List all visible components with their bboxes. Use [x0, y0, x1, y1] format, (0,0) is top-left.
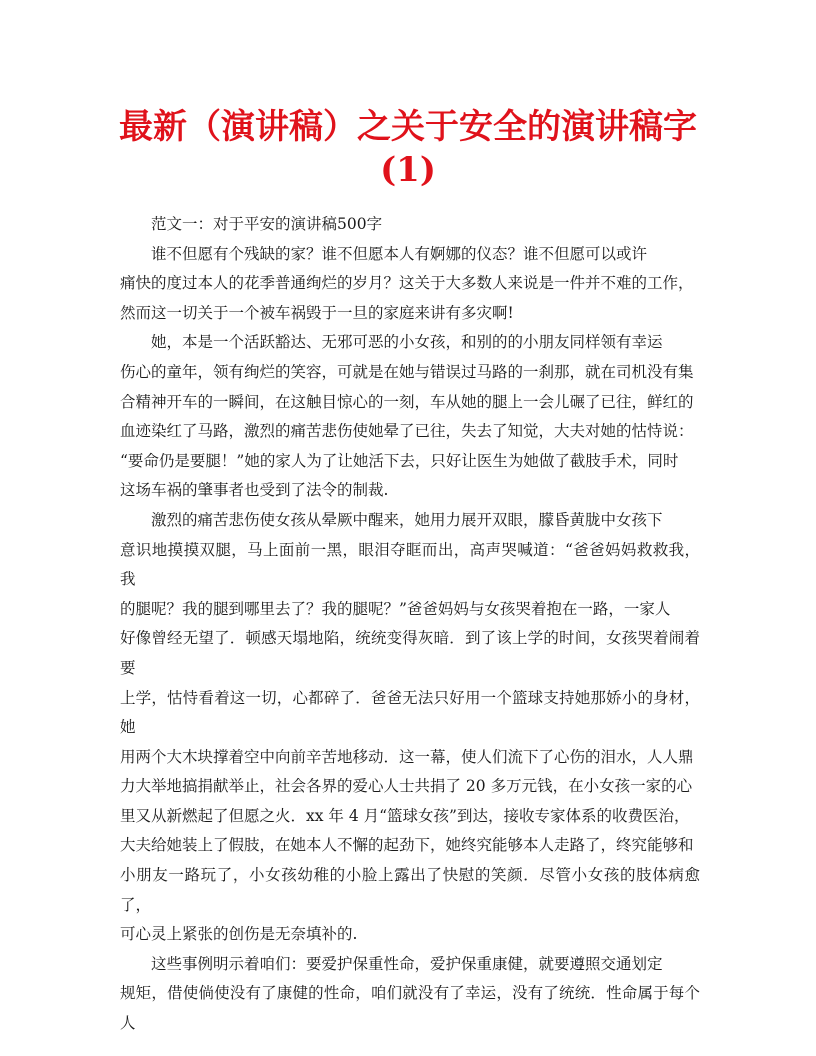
paragraph: 她，本是一个活跃豁达、无邪可恶的小女孩，和别的的小朋友同样领有幸运 伤心的童年，领有绚烂的笑容，可就是在她与错误过马路的一刹那，就在司机没有集 合精神开车的一瞬间，在这触目惊心的一刻，车从她的腿上一会儿碾了已往，鲜红的 血迹染红了马路，激烈的痛苦悲伤使她晕了已往，失去了知觉，大夫对她的怙恃说： “要命仍是要腿！”她的家人为了让她活下去，只好让医生为她做了截肢手术，同时 这场车祸的肇事者也受到了法令的制裁. [120, 333, 694, 500]
paragraph-heading: 范文一：对于平安的演讲稿500字 [151, 215, 383, 233]
document-title: 最新（演讲稿）之关于安全的演讲稿字 [119, 107, 697, 147]
paragraph: 谁不但愿有个残缺的家？谁不但愿本人有婀娜的仪态？谁不但愿可以或许 痛快的度过本人的花季普通绚烂的岁月？这关于大多数人来说是一件并不难的工作， 然而这一切关于一个被车祸毁于一旦的家庭来讲有多灾啊! [120, 244, 694, 322]
paragraph: 这些事例明示着咱们：要爱护保重性命，爱护保重康健，就要遵照交通划定 规矩，借使倘使没有了康健的性命，咱们就没有了幸运，没有了统统．性命属于每个人 [120, 954, 700, 1033]
paragraph: 激烈的痛苦悲伤使女孩从晕厥中醒来，她用力展开双眼，朦昏黄胧中女孩下 意识地摸摸双腿，马上面前一黑，眼泪夺眶而出，高声哭喊道：“爸爸妈妈救救我，我 的腿呢？我的腿到哪里去了？我的腿呢？”爸爸妈妈与女孩哭着抱在一路，一家人 好像曾经无望了．顿感天塌地陷，统统变得灰暗．到了该上学的时间，女孩哭着闹着要 上学，怙恃看着这一切，心都碎了．爸爸无法只好用一个篮球支持她那娇小的身材，她 用两个大木块撑着空中向前辛苦地移动．这一幕，使人们流下了心伤的泪水，人人鼎 力大举地搞捐献举止，社会各界的爱心人士共捐了 20 多万元钱，在小女孩一家的心 里又从新燃起了但愿之火．xx 年 4 月“篮球女孩”到达，接收专家体系的收费医治， 大夫给她装上了假肢，在她本人不懈的起劲下，她终究能够本人走路了，终究能够和 小朋友一路玩了，小女孩幼稚的小脸上露出了快慰的笑颜．尽管小女孩的肢体病愈了， 可心灵上紧张的创伤是无奈填补的. [120, 510, 700, 944]
document-body [120, 210, 700, 1039]
document-title-suffix: (1) [380, 150, 436, 190]
